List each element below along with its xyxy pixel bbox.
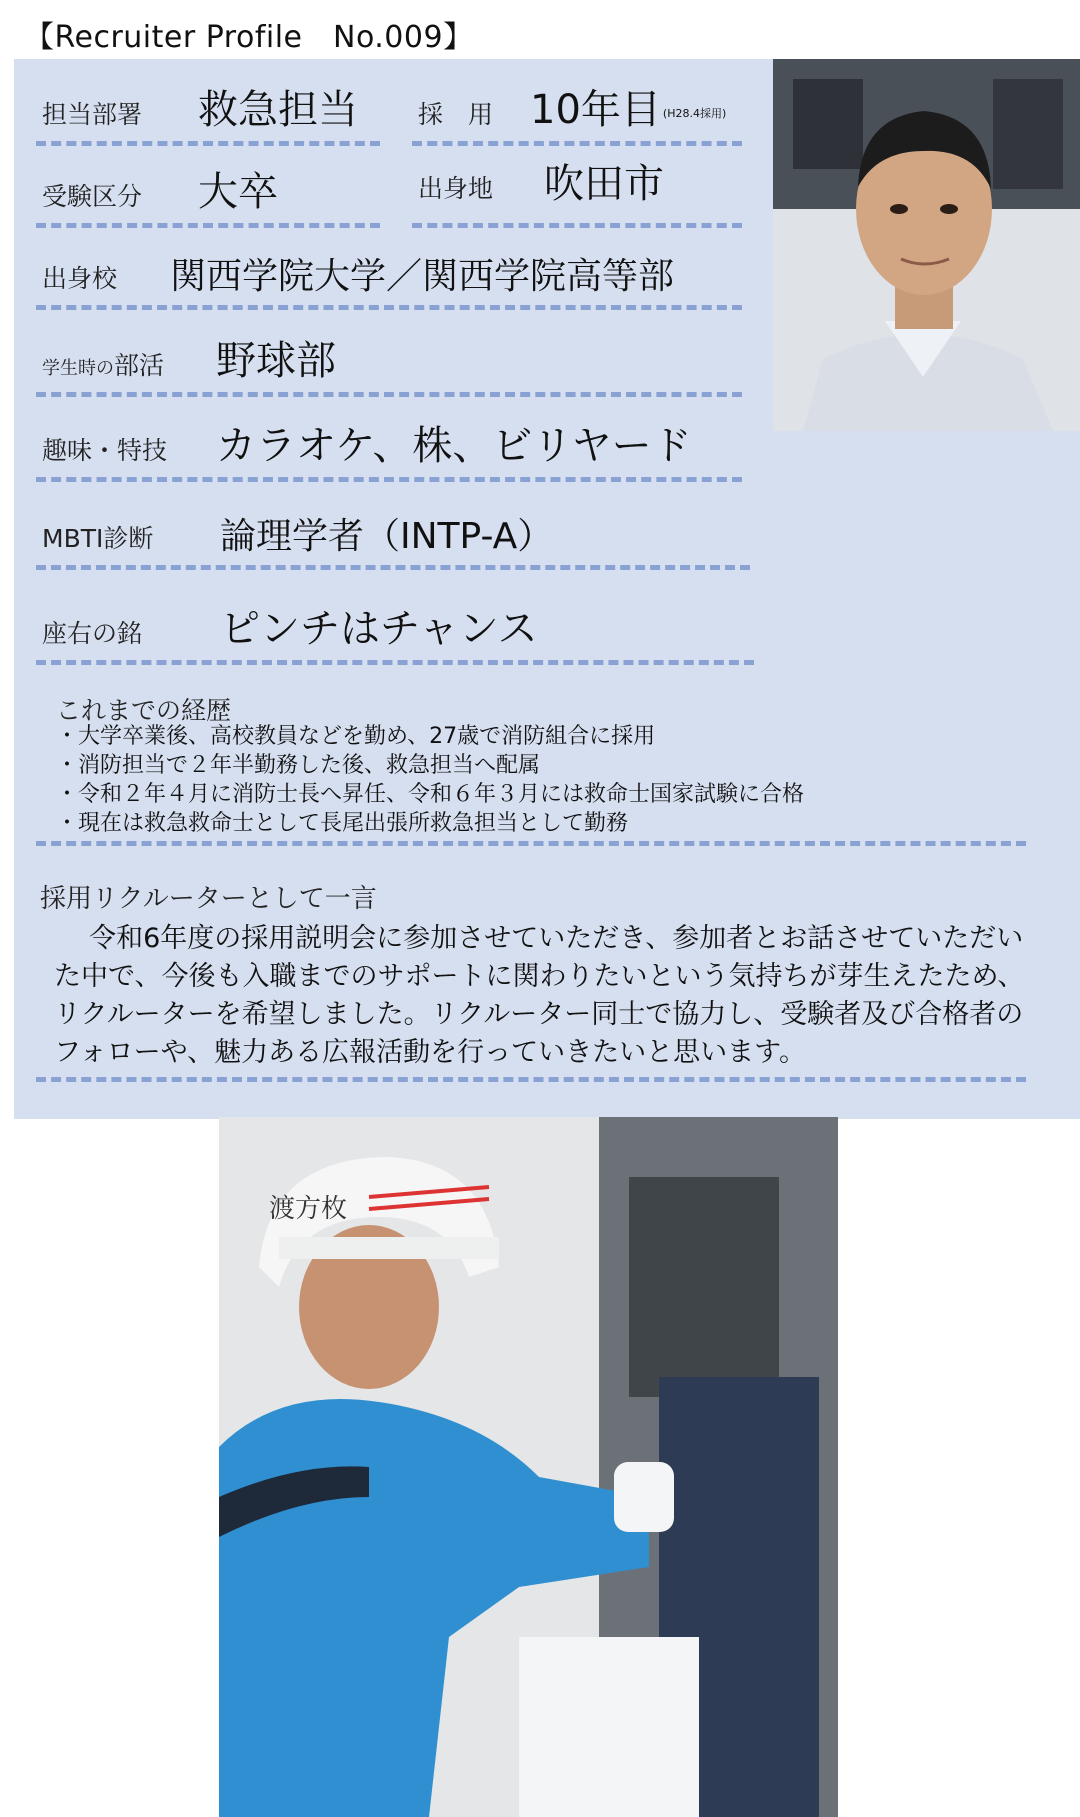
school-label: 出身校	[42, 264, 118, 293]
portrait-illustration	[773, 59, 1080, 431]
field-motto	[36, 578, 754, 665]
field-hometown	[412, 141, 742, 228]
career-item: ・大学卒業後、高校教員などを勤め、27歳で消防組合に採用	[56, 724, 656, 749]
mbti-label: MBTI診断	[42, 524, 154, 553]
career-item: ・令和２年４月に消防士長へ昇任、令和６年３月には救命士国家試験に合格	[56, 782, 805, 807]
field-school	[36, 223, 742, 310]
portrait-photo	[773, 59, 1080, 431]
career-list	[56, 722, 804, 838]
hire-label: 採 用	[418, 100, 494, 129]
club-label-small: 学生時の	[42, 358, 114, 379]
club-value: 野球部	[216, 338, 336, 384]
motto-label: 座右の銘	[42, 619, 143, 648]
message-divider	[36, 1077, 1026, 1082]
hobby-label: 趣味・特技	[42, 436, 168, 465]
career-divider	[36, 841, 1026, 846]
field-hobby	[36, 395, 742, 482]
motto-value: ピンチはチャンス	[220, 606, 538, 652]
department-label: 担当部署	[42, 100, 143, 129]
school-value: 関西学院大学／関西学院高等部	[170, 256, 675, 297]
message-body: 令和6年度の採用説明会に参加させていただき、参加者とお話させていただいた中で、今後も入職までのサポートに関わりたいという気持ちが芽生えたため、リクルーターを希望しました。リクルーター同士で協力し、受験者及び合格者のフォローや、魅力ある広報活動を行っていきたいと思います。	[54, 923, 1025, 1068]
action-photo	[219, 1117, 838, 1817]
hometown-label: 出身地	[418, 174, 494, 203]
hobby-value: カラオケ、株、ビリヤード	[216, 423, 692, 469]
field-mbti	[36, 483, 750, 570]
career-heading: これまでの経歴	[56, 696, 232, 725]
field-exam-category	[36, 141, 380, 228]
field-club	[36, 310, 742, 397]
message-heading: 採用リクルーターとして一言	[40, 884, 377, 914]
department-value: 救急担当	[198, 87, 358, 133]
career-item: ・現在は救急救命士として長尾出張所救急担当として勤務	[56, 811, 629, 836]
hometown-value: 吹田市	[544, 161, 664, 207]
page-title: 【Recruiter Profile No.009】	[24, 20, 474, 55]
career-item: ・消防担当で２年半勤務した後、救急担当へ配属	[56, 753, 541, 778]
field-hire	[412, 59, 742, 146]
field-department	[36, 59, 380, 146]
hire-value: 10年目	[530, 87, 661, 133]
action-illustration	[219, 1117, 838, 1817]
club-label: 部活	[114, 351, 165, 380]
hire-note: (H28.4採用)	[662, 107, 727, 120]
helmet-label: 渡方枚	[269, 1194, 348, 1224]
exam-category-label: 受験区分	[42, 182, 143, 211]
mbti-value: 論理学者（INTP-A）	[220, 516, 554, 557]
exam-category-value: 大卒	[198, 169, 278, 215]
